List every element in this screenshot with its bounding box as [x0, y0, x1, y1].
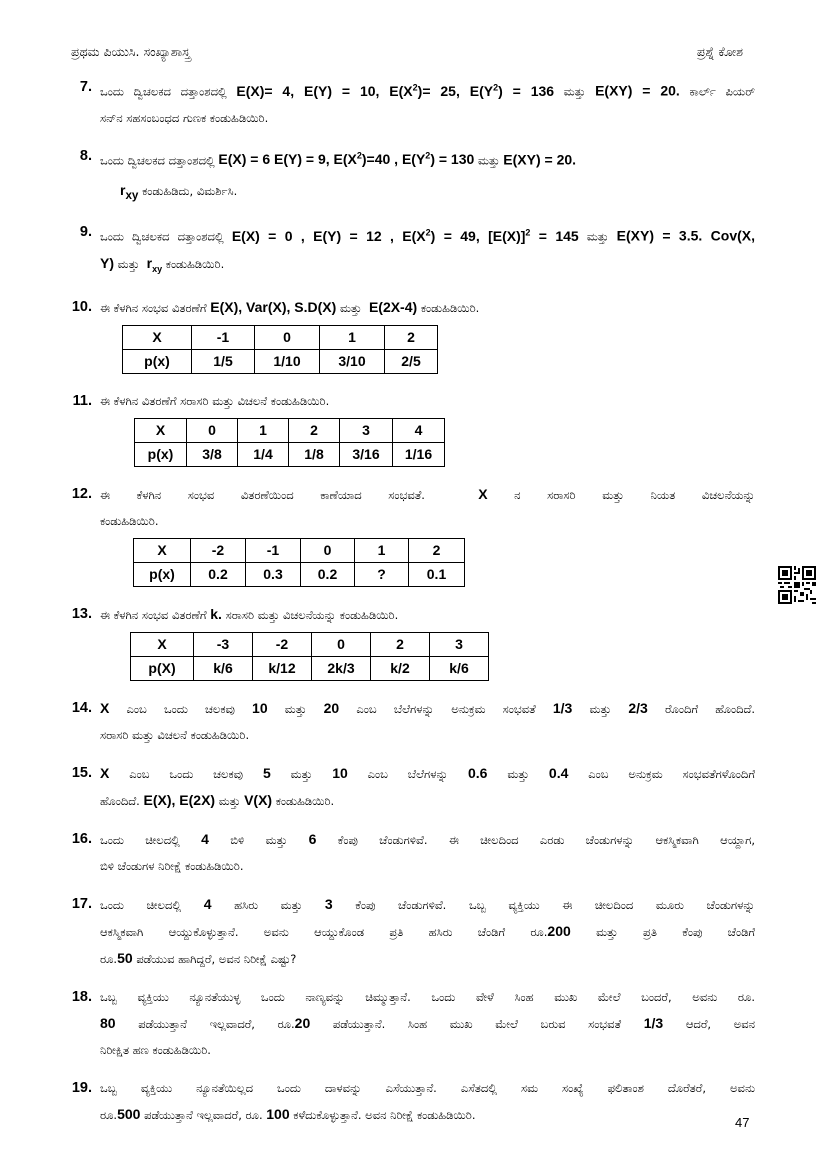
table-cell: 0: [312, 632, 371, 656]
table-row: [131, 632, 489, 656]
table-cell: 0.1: [409, 562, 465, 586]
question-13: [71, 601, 755, 628]
question-8-note: $r_{xy}$ ಕಂಡುಹಿಡಿದು, ವಿಮರ್ಶಿಸಿ.: [120, 182, 238, 203]
table-cell: 2k/3: [312, 656, 371, 680]
question-17: [71, 891, 755, 972]
question-text: ಈ ಕೆಳಗಿನ ಸಂಭವ ವಿತರಣೆಗೆ k. ಸರಾಸರಿ ಮತ್ತು ವಿಚಲನೆಯನ್ನು ಕಂಡುಹಿಡಿಯಿರಿ.: [100, 605, 399, 622]
question-text: ಬಿಳಿ ಚೆಂಡುಗಳ ನಿರೀಕ್ಷೆ ಕಂಡುಹಿಡಿಯಿರಿ.: [100, 858, 244, 873]
question-text: ರೂ.500 ಪಡೆಯುತ್ತಾನೆ ಇಲ್ಲವಾದರೆ, ರೂ. 100 ಕಳೆದುಕೊಳ್ಳುತ್ತಾನೆ. ಅವನ ನಿರೀಕ್ಷೆ ಕಂಡುಹಿಡಿಯಿರಿ.: [100, 1105, 476, 1122]
table-cell: 1/5: [192, 349, 255, 373]
question-19: [71, 1075, 755, 1128]
question-12: [71, 481, 755, 534]
table-cell: k/12: [253, 656, 312, 680]
distribution-table: [134, 418, 445, 467]
table-cell: k/2: [371, 656, 430, 680]
question-text: ಸನ್‌ನ ಸಹಸಂಬಂಧದ ಗುಣಕ ಕಂಡುಹಿಡಿಯಿರಿ.: [100, 110, 269, 125]
table-row: [134, 538, 465, 562]
question-9: [79, 219, 755, 281]
distribution-table: [122, 325, 438, 374]
question-number: 7.: [79, 79, 92, 95]
table-cell: 1/8: [289, 442, 340, 466]
question-text: X ಎಂಬ ಒಂದು ಚಲಕವು 5 ಮತ್ತು 10 ಎಂಬ ಬೆಲೆಗಳನ್ನು 0.6 ಮತ್ತು 0.4 ಎಂಬ ಅನುಕ್ರಮ ಸಂಭವತೆಗಳೊಂದಿಗೆ: [100, 764, 755, 781]
table-cell: 3: [340, 418, 393, 442]
question-15: [71, 760, 755, 814]
question-number: 10.: [71, 298, 92, 315]
table-cell: X: [135, 418, 187, 442]
question-text: ಒಬ್ಬ ವ್ಯಕ್ತಿಯು ನ್ಯೂನತೆಯುಳ್ಳ ಒಂದು ನಾಣ್ಯವನ್ನು ಚಿಮ್ಮುತ್ತಾನೆ. ಒಂದು ವೇಳೆ ಸಿಂಹ ಮುಖ ಮೇಲೆ ಬಂದರೆ, ಅವನು ರೂ.: [100, 989, 755, 1004]
question-text: ಒಂದು ಚೀಲದಲ್ಲಿ 4 ಹಸಿರು ಮತ್ತು 3 ಕೆಂಪು ಚೆಂಡುಗಳಿವೆ. ಒಬ್ಬ ವ್ಯಕ್ತಿಯು ಈ ಚೀಲದಿಂದ ಮೂರು ಚೆಂಡುಗಳನ್ನು: [100, 895, 755, 912]
question-text: ಆಕಸ್ಮಿಕವಾಗಿ ಆಯ್ದುಕೊಳ್ಳುತ್ತಾನೆ. ಅವನು ಆಯ್ದುಕೊಂಡ ಪ್ರತಿ ಹಸಿರು ಚೆಂಡಿಗೆ ರೂ.200 ಮತ್ತು ಪ್ರತಿ ಕೆಂಪು ಚೆಂಡಿಗೆ: [100, 922, 755, 939]
table-cell: -2: [191, 538, 246, 562]
question-7: [79, 74, 755, 131]
question-number: 12.: [71, 485, 92, 502]
table-cell: 2: [289, 418, 340, 442]
table-cell: p(x): [135, 442, 187, 466]
question-number: 9.: [79, 224, 92, 241]
table-cell: p(x): [134, 562, 191, 586]
table-cell: 1: [355, 538, 409, 562]
table-cell: -3: [194, 632, 253, 656]
question-number: 19.: [71, 1079, 92, 1096]
question-text: ಒಂದು ದ್ವಿಚಲಕದ ದತ್ತಾಂಶದಲ್ಲಿ E(X) = 0 , E(Y) = 12 , $E(X^2) = 49$, $[E(X)]^2 = 145$ ಮತ್ತು E(XY) = 3.5. Cov(X,: [100, 227, 755, 244]
table-cell: 0: [255, 325, 320, 349]
table-row: [123, 325, 438, 349]
distribution-table: [133, 538, 465, 587]
table-cell: 2: [409, 538, 465, 562]
question-text: ಒಂದು ದ್ವಿಚಲಕದ ದತ್ತಾಂಶದಲ್ಲಿ E(X)= 4, E(Y) = 10, $E(X^2)= 25$, $E(Y^2) = 136$ ಮತ್ತು E(XY) = 20. ಕಾರ್ಲ್ ಪಿಯರ್: [100, 82, 755, 99]
table-cell: 0.2: [301, 562, 355, 586]
question-list: [71, 74, 755, 1140]
header-section: ಪ್ರಶ್ನೆ ಕೋಶ: [696, 44, 743, 59]
question-16: [71, 826, 755, 879]
question-text: ಈ ಕೆಳಗಿನ ಸಂಭವ ವಿತರಣೆಯಿಂದ ಕಾಣೆಯಾದ ಸಂಭವತೆ. X ನ ಸರಾಸರಿ ಮತ್ತು ನಿಯತ ವಿಚಲನೆಯನ್ನು: [100, 485, 755, 502]
table-cell: 1: [238, 418, 289, 442]
question-text: ಸರಾಸರಿ ಮತ್ತು ವಿಚಲನೆ ಕಂಡುಹಿಡಿಯಿರಿ.: [100, 727, 250, 742]
table-cell: 3: [430, 632, 489, 656]
question-text: ಒಂದು ದ್ವಿಚಲಕದ ದತ್ತಾಂಶದಲ್ಲಿ E(X) = 6 E(Y) = 9, $E(X^2)=40$ , $E(Y^2) = 130$ ಮತ್ತು E(XY) = 20.: [100, 150, 577, 168]
table-cell: X: [134, 538, 191, 562]
table-cell: 2: [385, 325, 438, 349]
question-number: 8.: [79, 147, 92, 164]
table-cell: p(x): [123, 349, 192, 373]
page-header: [71, 44, 743, 68]
table-cell: -1: [246, 538, 301, 562]
question-11: [72, 388, 755, 414]
distribution-table: [130, 632, 489, 681]
table-cell: 2: [371, 632, 430, 656]
question-text: ನಿರೀಕ್ಷಿತ ಹಣ ಕಂಡುಹಿಡಿಯಿರಿ.: [100, 1042, 211, 1057]
table-cell: 0: [301, 538, 355, 562]
table-cell: 2/5: [385, 349, 438, 373]
question-8: [79, 143, 755, 174]
question-text: ಕಂಡುಹಿಡಿಯಿರಿ.: [100, 513, 159, 528]
question-text: ಒಂದು ಚೀಲದಲ್ಲಿ 4 ಬಿಳಿ ಮತ್ತು 6 ಕೆಂಪು ಚೆಂಡುಗಳಿವೆ. ಈ ಚೀಲದಿಂದ ಎರಡು ಚೆಂಡುಗಳನ್ನು ಆಕಸ್ಮಿಕವಾಗಿ ಆಯ್ದಾಗ,: [100, 830, 755, 847]
table-cell: 3/8: [187, 442, 238, 466]
table-row: [131, 656, 489, 680]
question-number: 14.: [71, 699, 92, 716]
table-cell: 1/16: [393, 442, 445, 466]
table-row: [123, 349, 438, 373]
table-cell: k/6: [430, 656, 489, 680]
question-10: [71, 294, 755, 321]
question-text: Y) ಮತ್ತು $r_{xy}$ ಕಂಡುಹಿಡಿಯಿರಿ.: [100, 254, 225, 274]
question-number: 15.: [71, 764, 92, 781]
question-text: ಹೊಂದಿದೆ. E(X), E(2X) ಮತ್ತು V(X) ಕಂಡುಹಿಡಿಯಿರಿ.: [100, 791, 335, 808]
table-cell: 1/4: [238, 442, 289, 466]
question-number: 11.: [72, 392, 92, 409]
table-cell: ?: [355, 562, 409, 586]
table-cell: 1: [320, 325, 385, 349]
question-number: 17.: [71, 895, 92, 912]
table-cell: X: [123, 325, 192, 349]
table-cell: -2: [253, 632, 312, 656]
table-row: [135, 418, 445, 442]
qr-code-icon: [778, 566, 816, 604]
question-number: 13.: [71, 605, 92, 622]
table-cell: 0: [187, 418, 238, 442]
question-text: ಈ ಕೆಳಗಿನ ವಿತರಣೆಗೆ ಸರಾಸರಿ ಮತ್ತು ವಿಚಲನೆ ಕಂಡುಹಿಡಿಯಿರಿ.: [100, 393, 330, 408]
table-cell: p(X): [131, 656, 194, 680]
table-cell: 1/10: [255, 349, 320, 373]
table-cell: 0.2: [191, 562, 246, 586]
table-cell: k/6: [194, 656, 253, 680]
question-number: 16.: [71, 830, 92, 847]
table-row: [134, 562, 465, 586]
table-cell: 3/16: [340, 442, 393, 466]
page-number: 47: [735, 1115, 750, 1130]
table-cell: 0.3: [246, 562, 301, 586]
question-14: [71, 695, 755, 748]
question-text: ಈ ಕೆಳಗಿನ ಸಂಭವ ವಿತರಣೆಗೆ E(X), Var(X), S.D(X) ಮತ್ತು E(2X-4) ಕಂಡುಹಿಡಿಯಿರಿ.: [100, 298, 480, 315]
table-row: [135, 442, 445, 466]
table-cell: X: [131, 632, 194, 656]
table-cell: -1: [192, 325, 255, 349]
table-cell: 3/10: [320, 349, 385, 373]
header-subject: ಪ್ರಥಮ ಪಿಯುಸಿ. ಸಂಖ್ಯಾಶಾಸ್ತ್ರ: [71, 44, 191, 59]
table-cell: 4: [393, 418, 445, 442]
question-text: ರೂ.50 ಪಡೆಯುವ ಹಾಗಿದ್ದರೆ, ಅವನ ನಿರೀಕ್ಷೆ ಎಷ್ಟು?: [100, 949, 297, 966]
question-18: [71, 984, 755, 1063]
question-text: 80 ಪಡೆಯುತ್ತಾನೆ ಇಲ್ಲವಾದರೆ, ರೂ.20 ಪಡೆಯುತ್ತಾನೆ. ಸಿಂಹ ಮುಖ ಮೇಲೆ ಬರುವ ಸಂಭವತೆ 1/3 ಆದರೆ, ಅವನ: [100, 1014, 755, 1031]
question-text: ಒಬ್ಬ ವ್ಯಕ್ತಿಯು ನ್ಯೂನತೆಯಿಲ್ಲದ ಒಂದು ದಾಳವನ್ನು ಎಸೆಯುತ್ತಾನೆ. ಎಸೆತದಲ್ಲಿ ಸಮ ಸಂಖ್ಯೆ ಫಲಿತಾಂಶ ದೊರೆತರೆ, ಅವನು: [100, 1080, 755, 1095]
question-text: X ಎಂಬ ಒಂದು ಚಲಕವು 10 ಮತ್ತು 20 ಎಂಬ ಬೆಲೆಗಳನ್ನು ಅನುಕ್ರಮ ಸಂಭವತೆ 1/3 ಮತ್ತು 2/3 ರೊಂದಿಗೆ ಹೊಂದಿದೆ.: [100, 699, 755, 716]
question-number: 18.: [71, 988, 92, 1005]
